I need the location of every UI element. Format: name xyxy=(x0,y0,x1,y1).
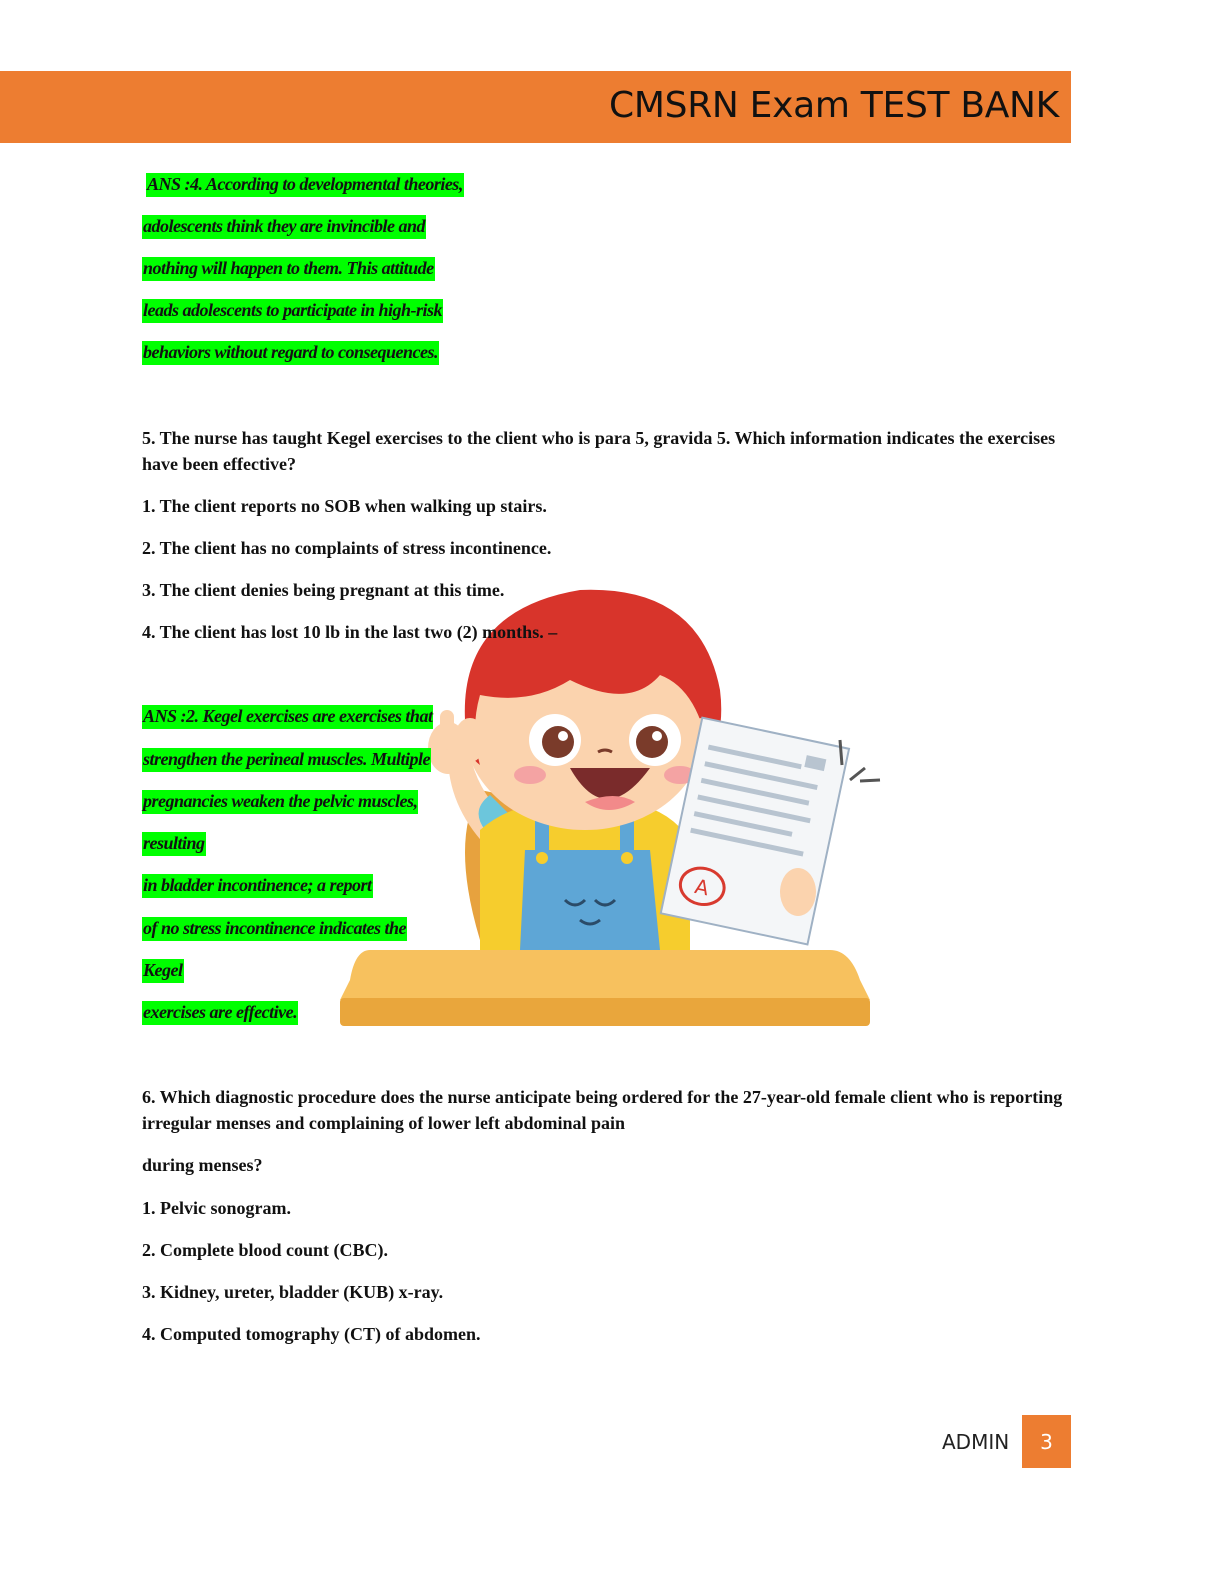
question5-option: 2. The client has no complaints of stress incontinence. xyxy=(142,538,552,558)
question5-stem: 5. The nurse has taught Kegel exercises to the client who is para 5, gravida 5. Which information indicates the exercises have been effective? xyxy=(142,428,1056,474)
question6-option: 4. Computed tomography (CT) of abdomen. xyxy=(142,1324,481,1344)
answer5-line: in bladder incontinence; a report xyxy=(142,873,373,897)
question6-option: 2. Complete blood count (CBC). xyxy=(142,1240,388,1260)
answer5-line: ANS :2. Kegel exercises are exercises that xyxy=(142,704,433,728)
header-bar xyxy=(0,71,1071,143)
question6-stem-continued: during menses? xyxy=(142,1155,263,1175)
question5-option: 4. The client has lost 10 lb in the last two (2) months. – xyxy=(142,622,558,642)
answer5-line: strengthen the perineal muscles. Multiple xyxy=(142,747,431,771)
question6-option: 3. Kidney, ureter, bladder (KUB) x-ray. xyxy=(142,1282,444,1302)
answer5-line: Kegel xyxy=(142,958,184,982)
answer4-line: adolescents think they are invincible and xyxy=(142,214,426,238)
answer4-line: ANS :4. According to developmental theories, xyxy=(146,172,464,196)
question6-stem: 6. Which diagnostic procedure does the nurse anticipate being ordered for the 27-year-old female client who is reporting irregular menses and complaining of lower left abdominal pain xyxy=(142,1087,1063,1133)
question6-option: 1. Pelvic sonogram. xyxy=(142,1198,291,1218)
answer5-line: exercises are effective. xyxy=(142,1000,298,1024)
answer4-line: nothing will happen to them. This attitude xyxy=(142,256,435,280)
answer5-line: pregnancies weaken the pelvic muscles, xyxy=(142,789,418,813)
answer5-line: resulting xyxy=(142,831,206,855)
question5-option: 1. The client reports no SOB when walking up stairs. xyxy=(142,496,547,516)
page-number: 3 xyxy=(1022,1415,1071,1468)
question5-option: 3. The client denies being pregnant at this time. xyxy=(142,580,505,600)
answer5-line: of no stress incontinence indicates the xyxy=(142,916,407,940)
grade-mark: A xyxy=(692,874,712,901)
answer4-line: leads adolescents to participate in high-risk xyxy=(142,298,443,322)
document-title: CMSRN Exam TEST BANK xyxy=(609,85,1059,126)
answer4-line: behaviors without regard to consequences. xyxy=(142,340,439,364)
footer-author: ADMIN xyxy=(942,1430,1010,1454)
